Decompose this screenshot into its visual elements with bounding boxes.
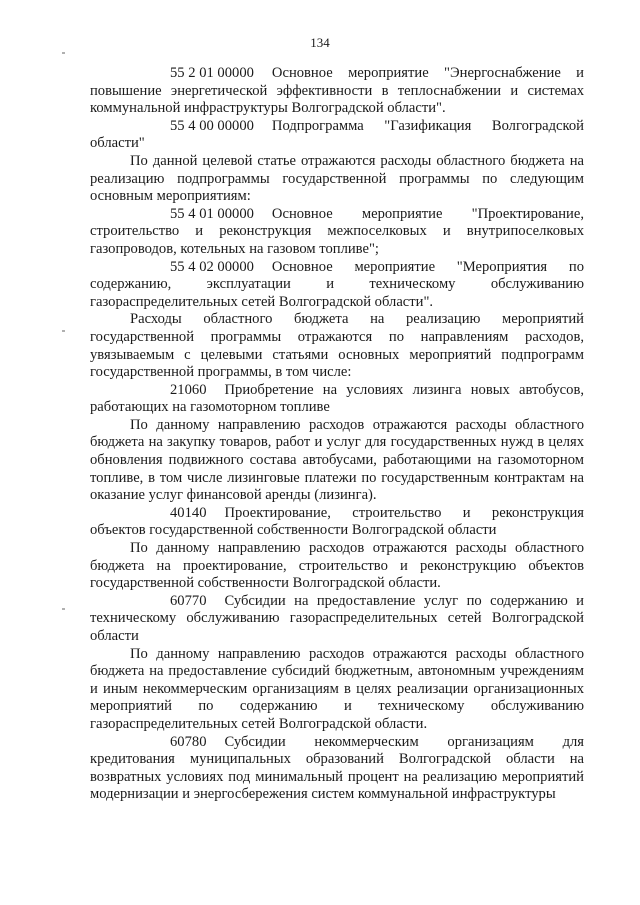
paragraph-description [90, 311, 584, 381]
budget-code: 55 4 00 00000 [170, 117, 254, 134]
paragraph-text: Основное мероприятие "Мероприятия по содержанию, эксплуатации и техническому обслуживанию газораспределительных сетей Волгоградской области". [90, 258, 584, 310]
paragraph-text: Основное мероприятие "Проектирование, строительство и реконструкция межпоселковых и внутрипоселковых газопроводов, котельных на газовом топливе"; [90, 205, 584, 257]
paragraph-text: По данному направлению расходов отражаются расходы областного бюджета на предоставление субсидий бюджетным, автономным учреждениям и иным некоммерческим организациям в целях реализации организационных мероприятий по содержанию и техническому обслуживанию газораспределительных сетей Волгоградской области. [90, 645, 584, 732]
page-number: 134 [310, 35, 330, 50]
direction-code: 21060 [170, 381, 207, 398]
scan-mark [62, 330, 65, 332]
scan-mark [62, 608, 65, 610]
paragraph-text: Расходы областного бюджета на реализацию мероприятий государственной программы отражаются по направлениям расходов, увязываемым с целевыми статьями основных мероприятий подпрограмм государственной программы, в том числе: [90, 311, 584, 381]
document-body [90, 65, 584, 804]
paragraph-text: Субсидии на предоставление услуг по содержанию и техническому обслуживанию газораспределительных сетей Волгоградской области [90, 592, 584, 644]
budget-code: 55 4 01 00000 [170, 205, 254, 222]
paragraph-55-4-02 [90, 259, 584, 312]
budget-code: 55 4 02 00000 [170, 258, 254, 275]
paragraph-description [90, 646, 584, 734]
paragraph-text: Проектирование, строительство и реконструкция объектов государственной собственности Волгоградской области [90, 504, 584, 539]
paragraph-text: По данному направлению расходов отражаются расходы областного бюджета на закупку товаров, работ и услуг для государственных нужд в целях обновления подвижного состава автобусами, работающими на газомоторном топливе, в том числе лизинговые платежи по государственным контрактам на оказание услуг финансовой аренды (лизинга). [90, 416, 584, 504]
paragraph-text: Приобретение на условиях лизинга новых автобусов, работающих на газомоторном топливе [90, 381, 584, 416]
paragraph-text: По данной целевой статье отражаются расходы областного бюджета на реализацию подпрограммы государственной программы по следующим основным мероприятиям: [90, 152, 584, 205]
direction-code: 60780 [170, 733, 207, 750]
paragraph-60770 [90, 593, 584, 646]
paragraph-55-4-01 [90, 206, 584, 259]
paragraph-description [90, 540, 584, 593]
paragraph-60780 [90, 734, 584, 804]
paragraph-text: Подпрограмма "Газификация Волгоградской области" [90, 117, 584, 152]
paragraph-description [90, 153, 584, 206]
paragraph-text: Субсидии некоммерческим организациям для кредитования муниципальных образований Волгоградской области на возвратных условиях под минимальный процент на реализацию мероприятий модернизации и энергосбережения систем коммунальной инфраструктуры [90, 733, 584, 803]
paragraph-40140 [90, 505, 584, 540]
paragraph-description [90, 417, 584, 505]
paragraph-21060 [90, 382, 584, 417]
paragraph-text: По данному направлению расходов отражаются расходы областного бюджета на проектирование, строительство и реконструкцию объектов государственной собственности Волгоградской области. [90, 540, 584, 592]
paragraph-text: Основное мероприятие "Энергоснабжение и повышение энергетической эффективности в теплоснабжении и системах коммунальной инфраструктуры Волгоградской области". [90, 65, 584, 117]
paragraph-55-4-00 [90, 118, 584, 153]
paragraph-55-2-01 [90, 65, 584, 118]
direction-code: 40140 [170, 504, 207, 521]
direction-code: 60770 [170, 592, 207, 609]
budget-code: 55 2 01 00000 [170, 65, 254, 81]
scan-mark [62, 52, 65, 54]
